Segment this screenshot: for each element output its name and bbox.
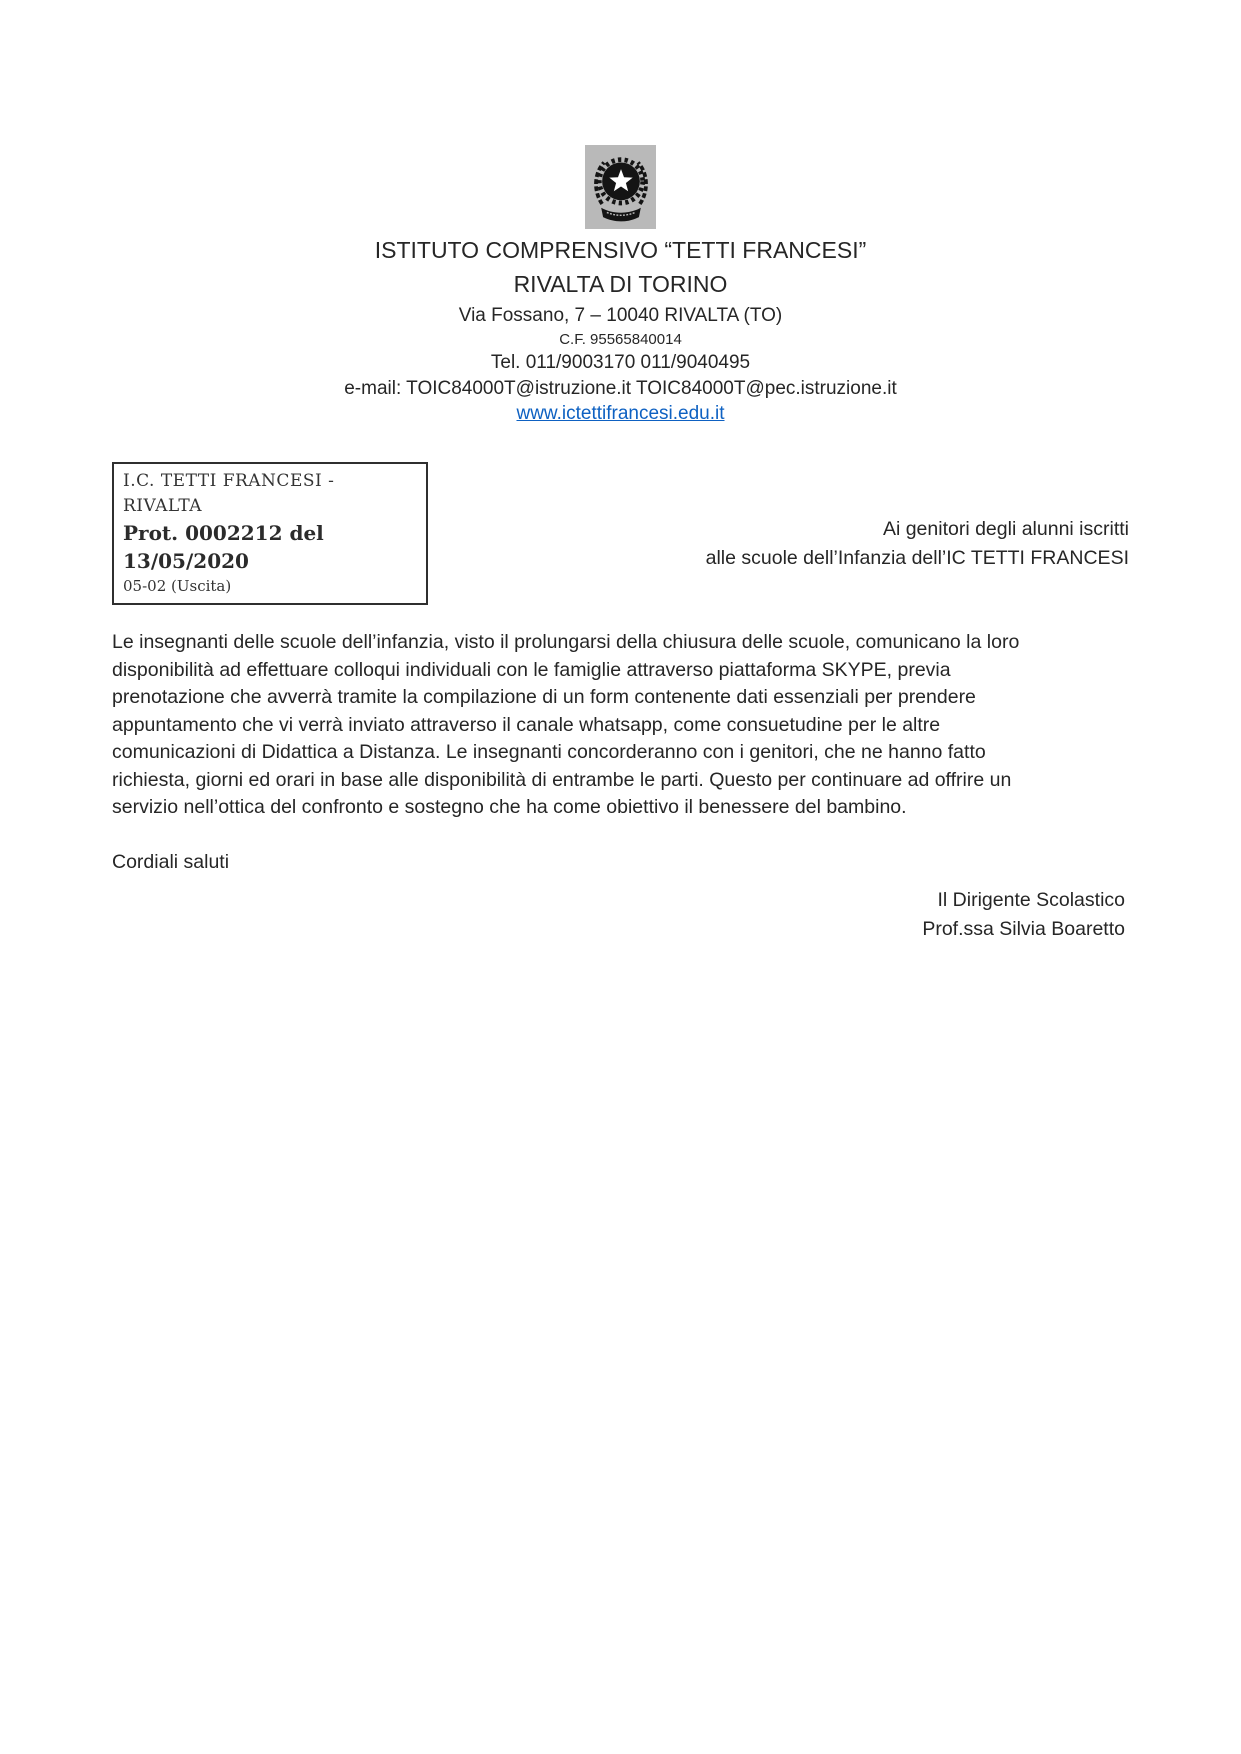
body-line: Le insegnanti delle scuole dell’infanzia, visto il prolungarsi della chiusura delle scuole, comunicano la loro: [112, 631, 1020, 653]
institute-email: e-mail: TOIC84000T@istruzione.it TOIC84000T@pec.istruzione.it: [344, 378, 897, 399]
signature-title: Il Dirigente Scolastico: [937, 889, 1125, 911]
body-line: servizio nell’ottica del confronto e sostegno che ha come obiettivo il benessere del bambino.: [112, 796, 907, 818]
letterhead: [0, 233, 1241, 426]
institute-city: RIVALTA DI TORINO: [513, 271, 728, 297]
protocol-stamp: [112, 462, 428, 605]
institute-website-row: [0, 401, 1241, 426]
recipient-line-2: alle scuole dell’Infanzia dell’IC TETTI FRANCESI: [705, 546, 1129, 569]
institute-phone: Tel. 011/9003170 011/9040495: [490, 352, 751, 373]
stamp-school-name: I.C. TETTI FRANCESI - RIVALTA: [123, 471, 335, 516]
salutation: Cordiali saluti: [112, 851, 230, 873]
body-line: prenotazione che avverrà tramite la compilazione di un form contenente dati essenziali per prendere: [112, 686, 976, 708]
stamp-classification: 05-02 (Uscita): [123, 577, 232, 595]
body-line: appuntamento che vi verrà inviato attraverso il canale whatsapp, come consuetudine per le altre: [112, 713, 941, 736]
institute-name: ISTITUTO COMPRENSIVO “TETTI FRANCESI”: [374, 237, 867, 263]
letter-body: [112, 629, 1134, 822]
school-logo: [585, 145, 656, 229]
body-line: comunicazioni di Didattica a Distanza. Le insegnanti concorderanno con i genitori, che ne hanno fatto: [112, 741, 986, 763]
body-line: richiesta, giorni ed orari in base alle disponibilità di entrambe le parti. Questo per continuare ad offrire un: [112, 768, 1012, 791]
institute-fiscal-code: C.F. 95565840014: [559, 331, 682, 348]
signature-block: [922, 886, 1125, 943]
body-line: disponibilità ad effettuare colloqui individuali con le famiglie attraverso piattaforma SKYPE, previa: [112, 658, 951, 681]
signature-name: Prof.ssa Silvia Boaretto: [922, 917, 1125, 940]
republic-emblem-icon: [588, 147, 654, 227]
recipient-block: [706, 515, 1129, 572]
stamp-protocol-number: Prot. 0002212 del 13/05/2020: [123, 521, 324, 573]
website-link[interactable]: www.ictettifrancesi.edu.it: [516, 403, 725, 424]
recipient-line-1: Ai genitori degli alunni iscritti: [882, 518, 1129, 540]
institute-address: Via Fossano, 7 – 10040 RIVALTA (TO): [458, 305, 783, 326]
